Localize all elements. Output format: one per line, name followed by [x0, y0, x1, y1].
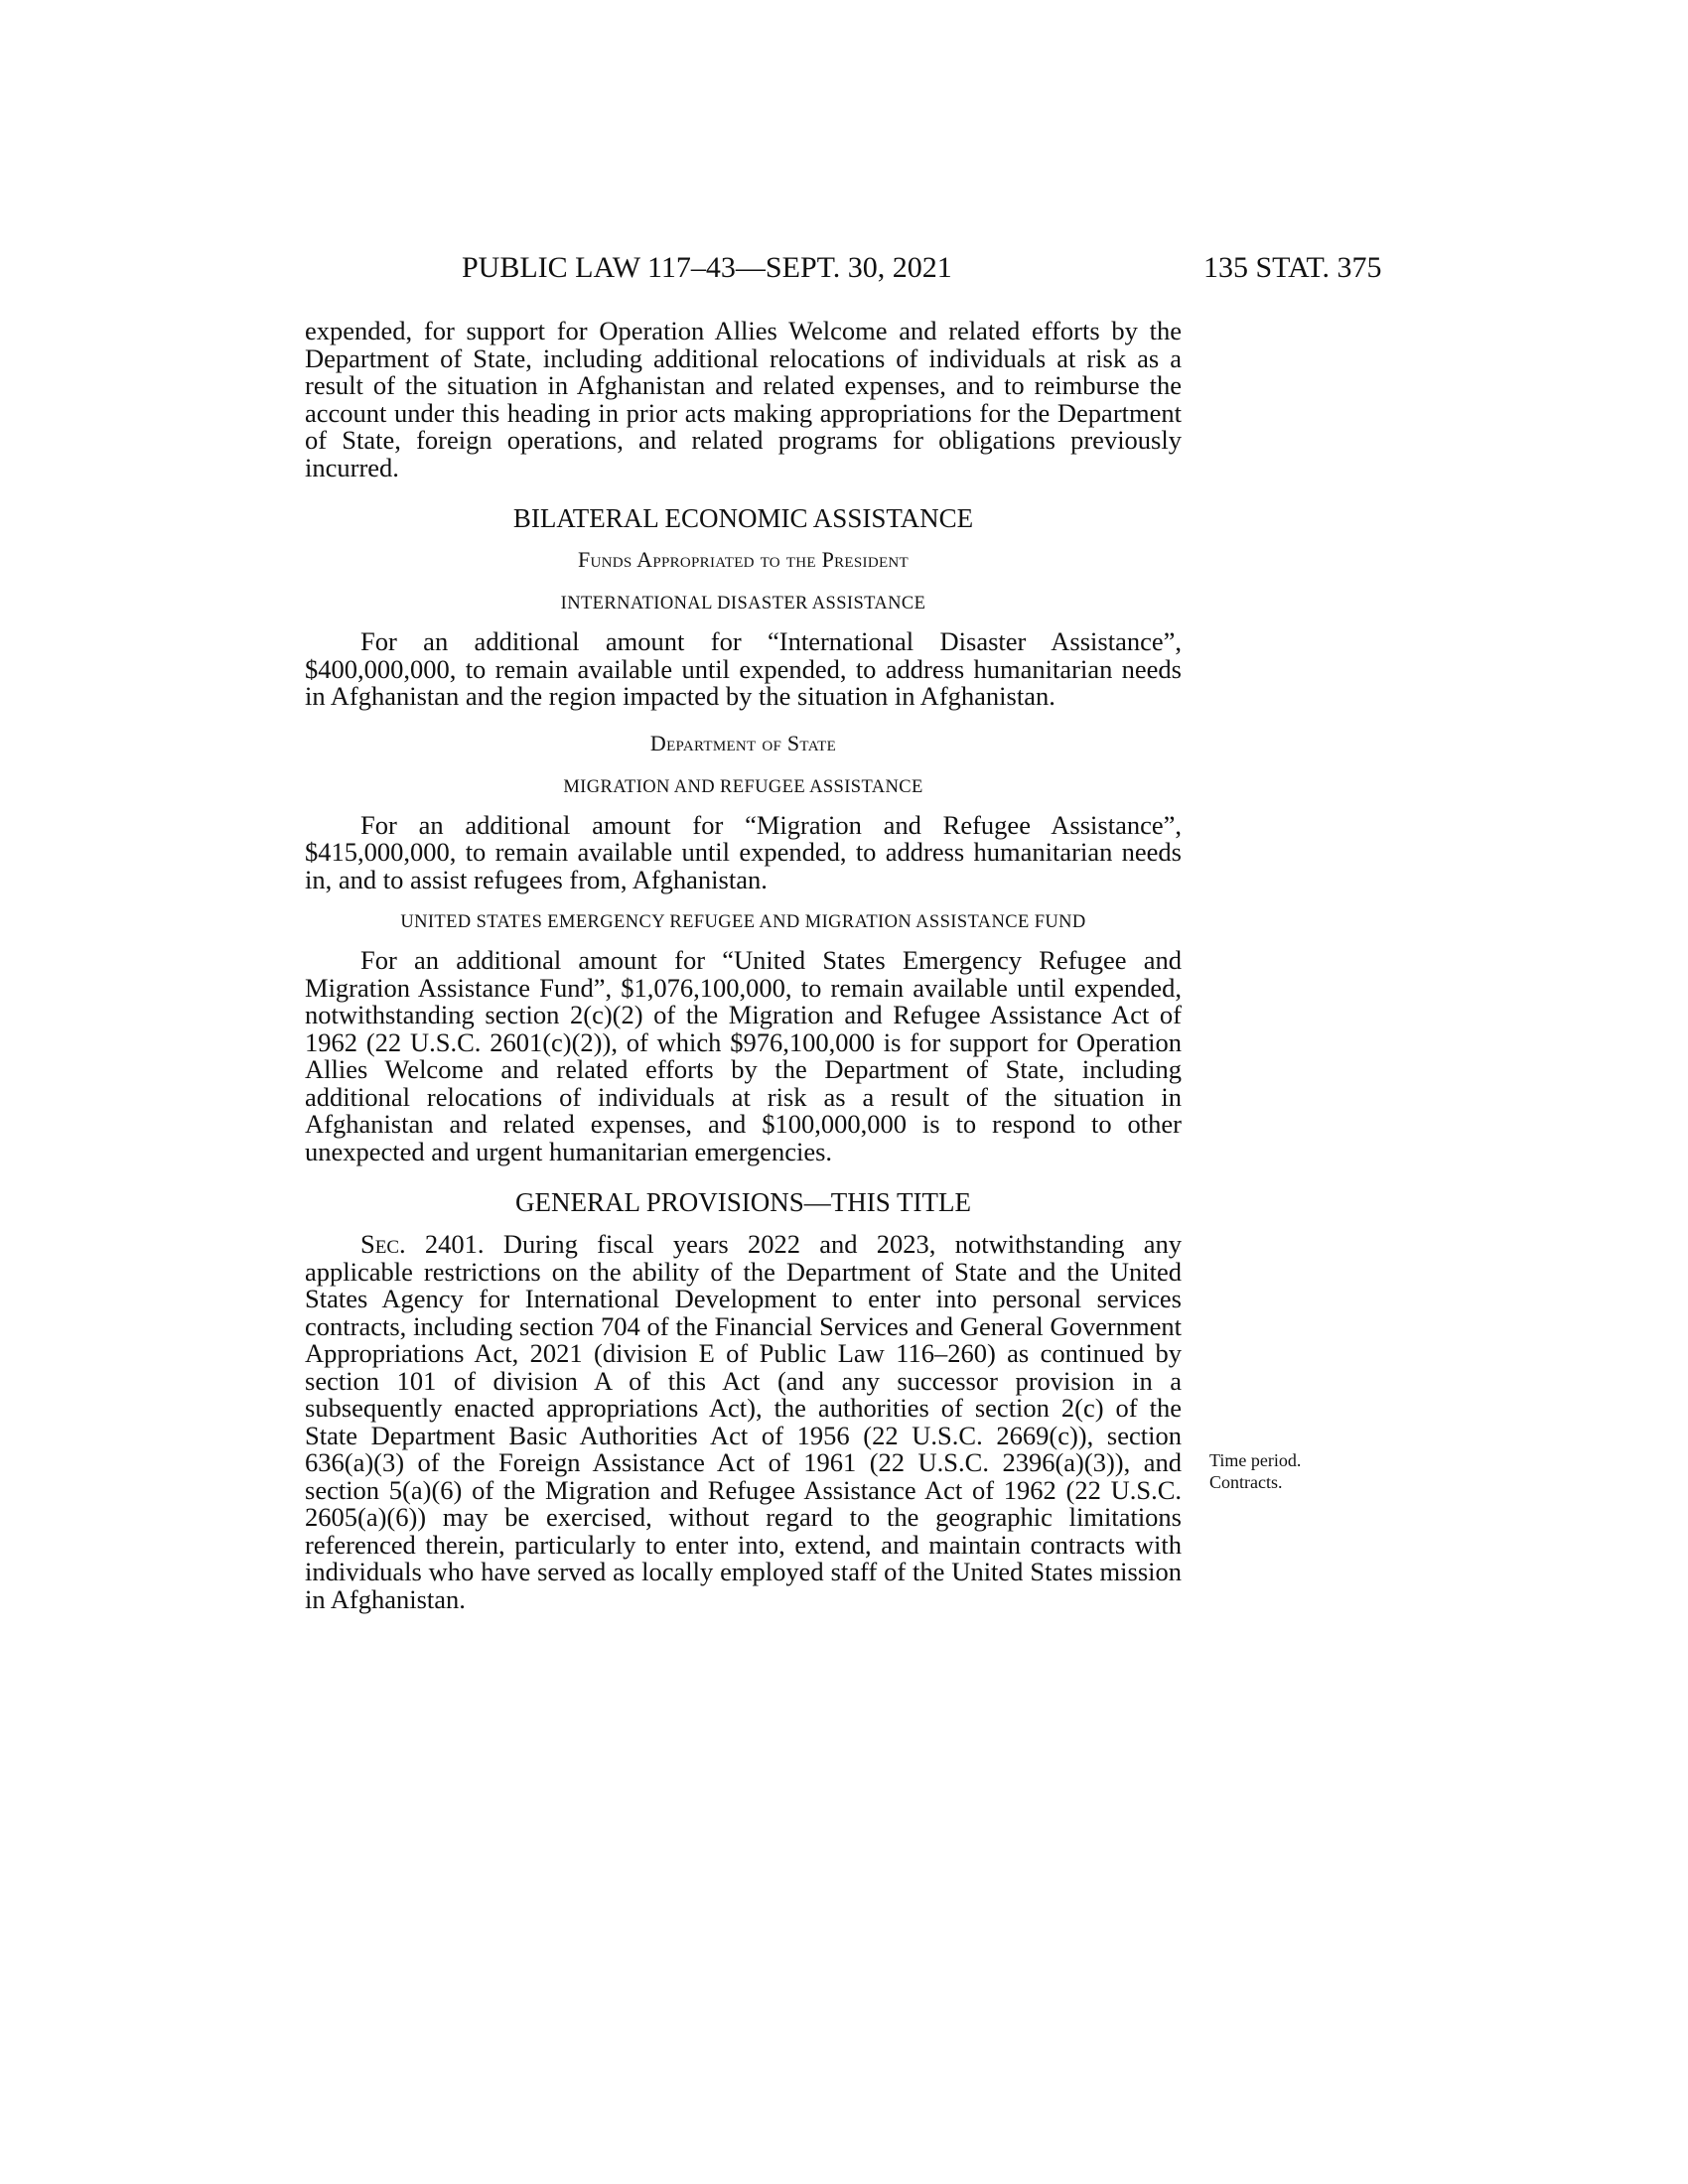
paragraph-emergency-refugee-migration-fund: For an additional amount for “United States Emergency Refugee and Migration Assistance Fund”, $1,076,100,000, to remain available until expended, notwithstanding section 2(c)(2) of the Migration and Refugee Assistance Act of 1962 (22 U.S.C. 2601(c)(2)), of which $976,100,000 is for support for Operation Allies Welcome and related efforts by the Department of State, including additional relocations of individuals at risk as a result of the situation in Afghanistan and related expenses, and $100,000,000 is to respond to other unexpected and urgent humanitarian emergencies.	[305, 945, 1182, 1166]
margin-note-contracts: Contracts.	[1209, 1472, 1283, 1492]
running-head	[0, 248, 1688, 288]
stat-page-number: 135 STAT. 375	[1203, 251, 1382, 284]
continuation-paragraph: expended, for support for Operation Allies Welcome and related efforts by the Department of State, including additional relocations of individuals at risk as a result of the situation in Afghanistan and related expenses, and to reimburse the account under this heading in prior acts making appropriations for the Department of State, foreign operations, and related programs for obligations previously incurred.	[305, 316, 1182, 482]
margin-note-time-period: Time period.	[1209, 1450, 1302, 1470]
paragraph-migration-refugee-assistance: For an additional amount for “Migration and Refugee Assistance”, $415,000,000, to remain available until expended, to address humanitarian needs in, and to assist refugees from, Afghanistan.	[305, 809, 1182, 894]
running-head-title: PUBLIC LAW 117–43—SEPT. 30, 2021	[462, 251, 952, 284]
paragraph-international-disaster-assistance: For an additional amount for “International Disaster Assistance”, $400,000,000, to remain available until expended, to address humanitarian needs in Afghanistan and the region impacted by the situation in Afghanistan.	[305, 626, 1182, 711]
section-2401-text: During fiscal years 2022 and 2023, notwithstanding any applicable restrictions on the ability of the Department of State and the United States Agency for International Development to enter into personal services contracts, including section 704 of the Financial Services and General Government Appropriations Act, 2021 (division E of Public Law 116–260) as continued by section 101 of division A of this Act (and any successor provision in a subsequently enacted appropriations Act), the authorities of section 2(c) of the State Department Basic Authorities Act of 1956 (22 U.S.C. 2669(c)), section 636(a)(3) of the Foreign Assistance Act of 1961 (22 U.S.C. 2396(a)(3)), and section 5(a)(6) of the Migration and Refugee Assistance Act of 1962 (22 U.S.C. 2605(a)(6)) may be exercised, without regard to the geographic limitations referenced therein, particularly to enter into, extend, and maintain contracts with individuals who have served as locally employed staff of the United States mission in Afghanistan.	[305, 1229, 1183, 1614]
section-2401	[305, 1231, 1182, 1613]
heading-general-provisions: GENERAL PROVISIONS—THIS TITLE	[515, 1187, 971, 1217]
section-label: Sec. 2401.	[360, 1229, 485, 1259]
statute-body	[305, 318, 1182, 1613]
heading-migration-refugee-assistance: MIGRATION AND REFUGEE ASSISTANCE	[563, 776, 923, 797]
heading-department-of-state: Department of State	[649, 730, 837, 755]
margin-notes	[1209, 1449, 1378, 1493]
heading-funds-appropriated-to-president: Funds Appropriated to the President	[577, 547, 910, 572]
heading-bilateral-economic-assistance: BILATERAL ECONOMIC ASSISTANCE	[512, 503, 974, 533]
heading-emergency-refugee-migration-fund: UNITED STATES EMERGENCY REFUGEE AND MIGRATION ASSISTANCE FUND	[400, 912, 1086, 932]
heading-international-disaster-assistance: INTERNATIONAL DISASTER ASSISTANCE	[560, 594, 926, 614]
